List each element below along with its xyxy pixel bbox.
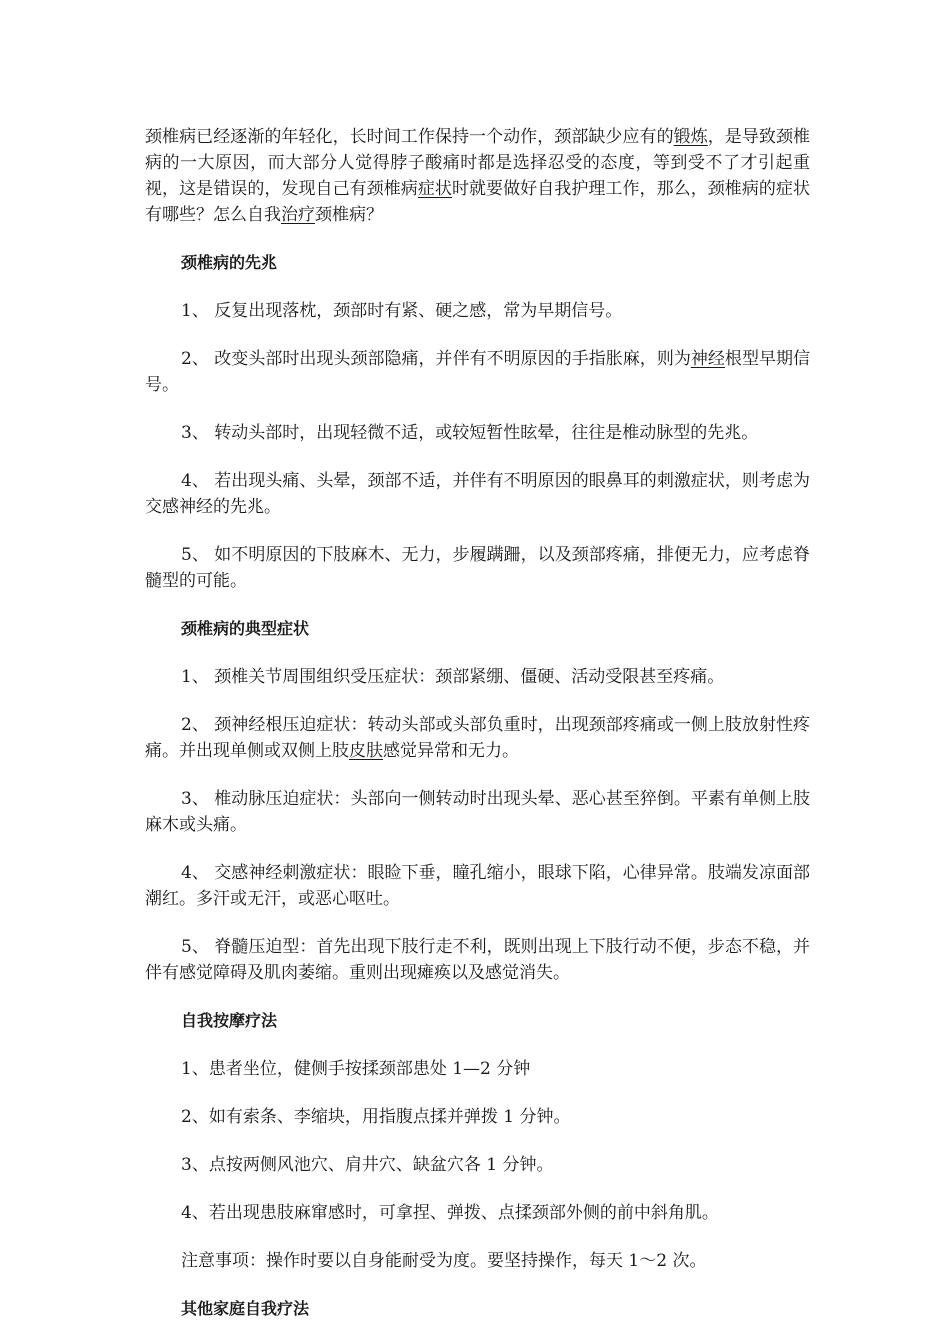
section-heading-other-home-therapies: 其他家庭自我疗法: [181, 1299, 310, 1318]
section-heading-warning-signs: 颈椎病的先兆: [181, 253, 278, 272]
symptom-item-2-text-a: 2、 颈神经根压迫症状：转动头部或头部负重时，出现颈部疼痛或一侧上肢放射性疼痛。并出现单侧或双侧上肢: [145, 715, 810, 761]
warning-sign-item-4: 4、 若出现头痛、头晕，颈部不适，并伴有不明原因的眼鼻耳的刺激症状，则考虑为交感神经的先兆。: [145, 471, 810, 517]
symptom-item-5: 5、 脊髓压迫型：首先出现下肢行走不利，既则出现上下肢行动不便，步态不稳，并伴有感觉障碍及肌肉萎缩。重则出现瘫痪以及感觉消失。: [145, 937, 810, 983]
symptom-item-3: 3、 椎动脉压迫症状：头部向一侧转动时出现头晕、恶心甚至猝倒。平素有单侧上肢麻木或头痛。: [145, 789, 810, 835]
intro-text-1: 颈椎病已经逐渐的年轻化，长时间工作保持一个动作，颈部缺少应有的: [145, 127, 674, 147]
warning-sign-item-2-text-b: 根型早期信号。: [145, 349, 811, 395]
symptom-item-2: [145, 712, 810, 764]
symptom-item-4: 4、 交感神经刺激症状：眼睑下垂，瞳孔缩小，眼球下陷，心律异常。肢端发凉面部潮红。多汗或无汗，或恶心呕吐。: [145, 863, 810, 909]
intro-text-4: 颈椎病？: [315, 205, 383, 225]
link-treatment[interactable]: 治疗: [281, 205, 315, 225]
massage-item-3: 3、点按两侧风池穴、肩井穴、缺盆穴各 1 分钟。: [181, 1155, 554, 1175]
intro-paragraph: [145, 124, 810, 228]
link-skin[interactable]: 皮肤: [349, 741, 383, 761]
warning-sign-item-2: [145, 346, 810, 398]
warning-sign-item-5: 5、 如不明原因的下肢麻木、无力，步履蹒跚，以及颈部疼痛，排便无力，应考虑脊髓型的可能。: [145, 545, 810, 591]
section-heading-typical-symptoms: 颈椎病的典型症状: [181, 619, 310, 638]
massage-note: 注意事项：操作时要以自身能耐受为度。要坚持操作，每天 1～2 次。: [181, 1251, 707, 1271]
document-page: [145, 124, 810, 1322]
symptom-item-1: 1、 颈椎关节周围组织受压症状：颈部紧绷、僵硬、活动受限甚至疼痛。: [181, 667, 725, 687]
warning-sign-item-1: 1、 反复出现落枕，颈部时有紧、硬之感，常为早期信号。: [181, 301, 623, 321]
intro-text-3: 时就要做好自我护理工作，那么，颈椎病的症状有哪些？怎么自我: [145, 179, 811, 225]
warning-sign-item-3: 3、 转动头部时，出现轻微不适，或较短暂性眩晕，往往是椎动脉型的先兆。: [181, 423, 759, 443]
symptom-item-2-text-b: 感觉异常和无力。: [383, 741, 519, 761]
link-exercise[interactable]: 锻炼: [673, 127, 708, 147]
warning-sign-item-2-text-a: 2、 改变头部时出现头颈部隐痛，并伴有不明原因的手指胀麻，则为: [181, 349, 691, 369]
intro-text-2: ，是导致颈椎病的一大原因，而大部分人觉得脖子酸痛时都是选择忍受的态度，等到受不了才引起重视，这是错误的，发现自己有颈椎病: [145, 127, 811, 199]
section-heading-self-massage: 自我按摩疗法: [181, 1011, 278, 1030]
massage-item-2: 2、如有索条、李缩块，用指腹点揉并弹拨 1 分钟。: [181, 1107, 571, 1127]
massage-item-4: 4、若出现患肢麻窜感时，可拿捏、弹拨、点揉颈部外侧的前中斜角肌。: [181, 1203, 719, 1223]
massage-item-1: 1、患者坐位，健侧手按揉颈部患处 1—2 分钟: [181, 1059, 531, 1079]
link-nerve[interactable]: 神经: [690, 349, 725, 369]
link-symptoms[interactable]: 症状: [417, 179, 452, 199]
